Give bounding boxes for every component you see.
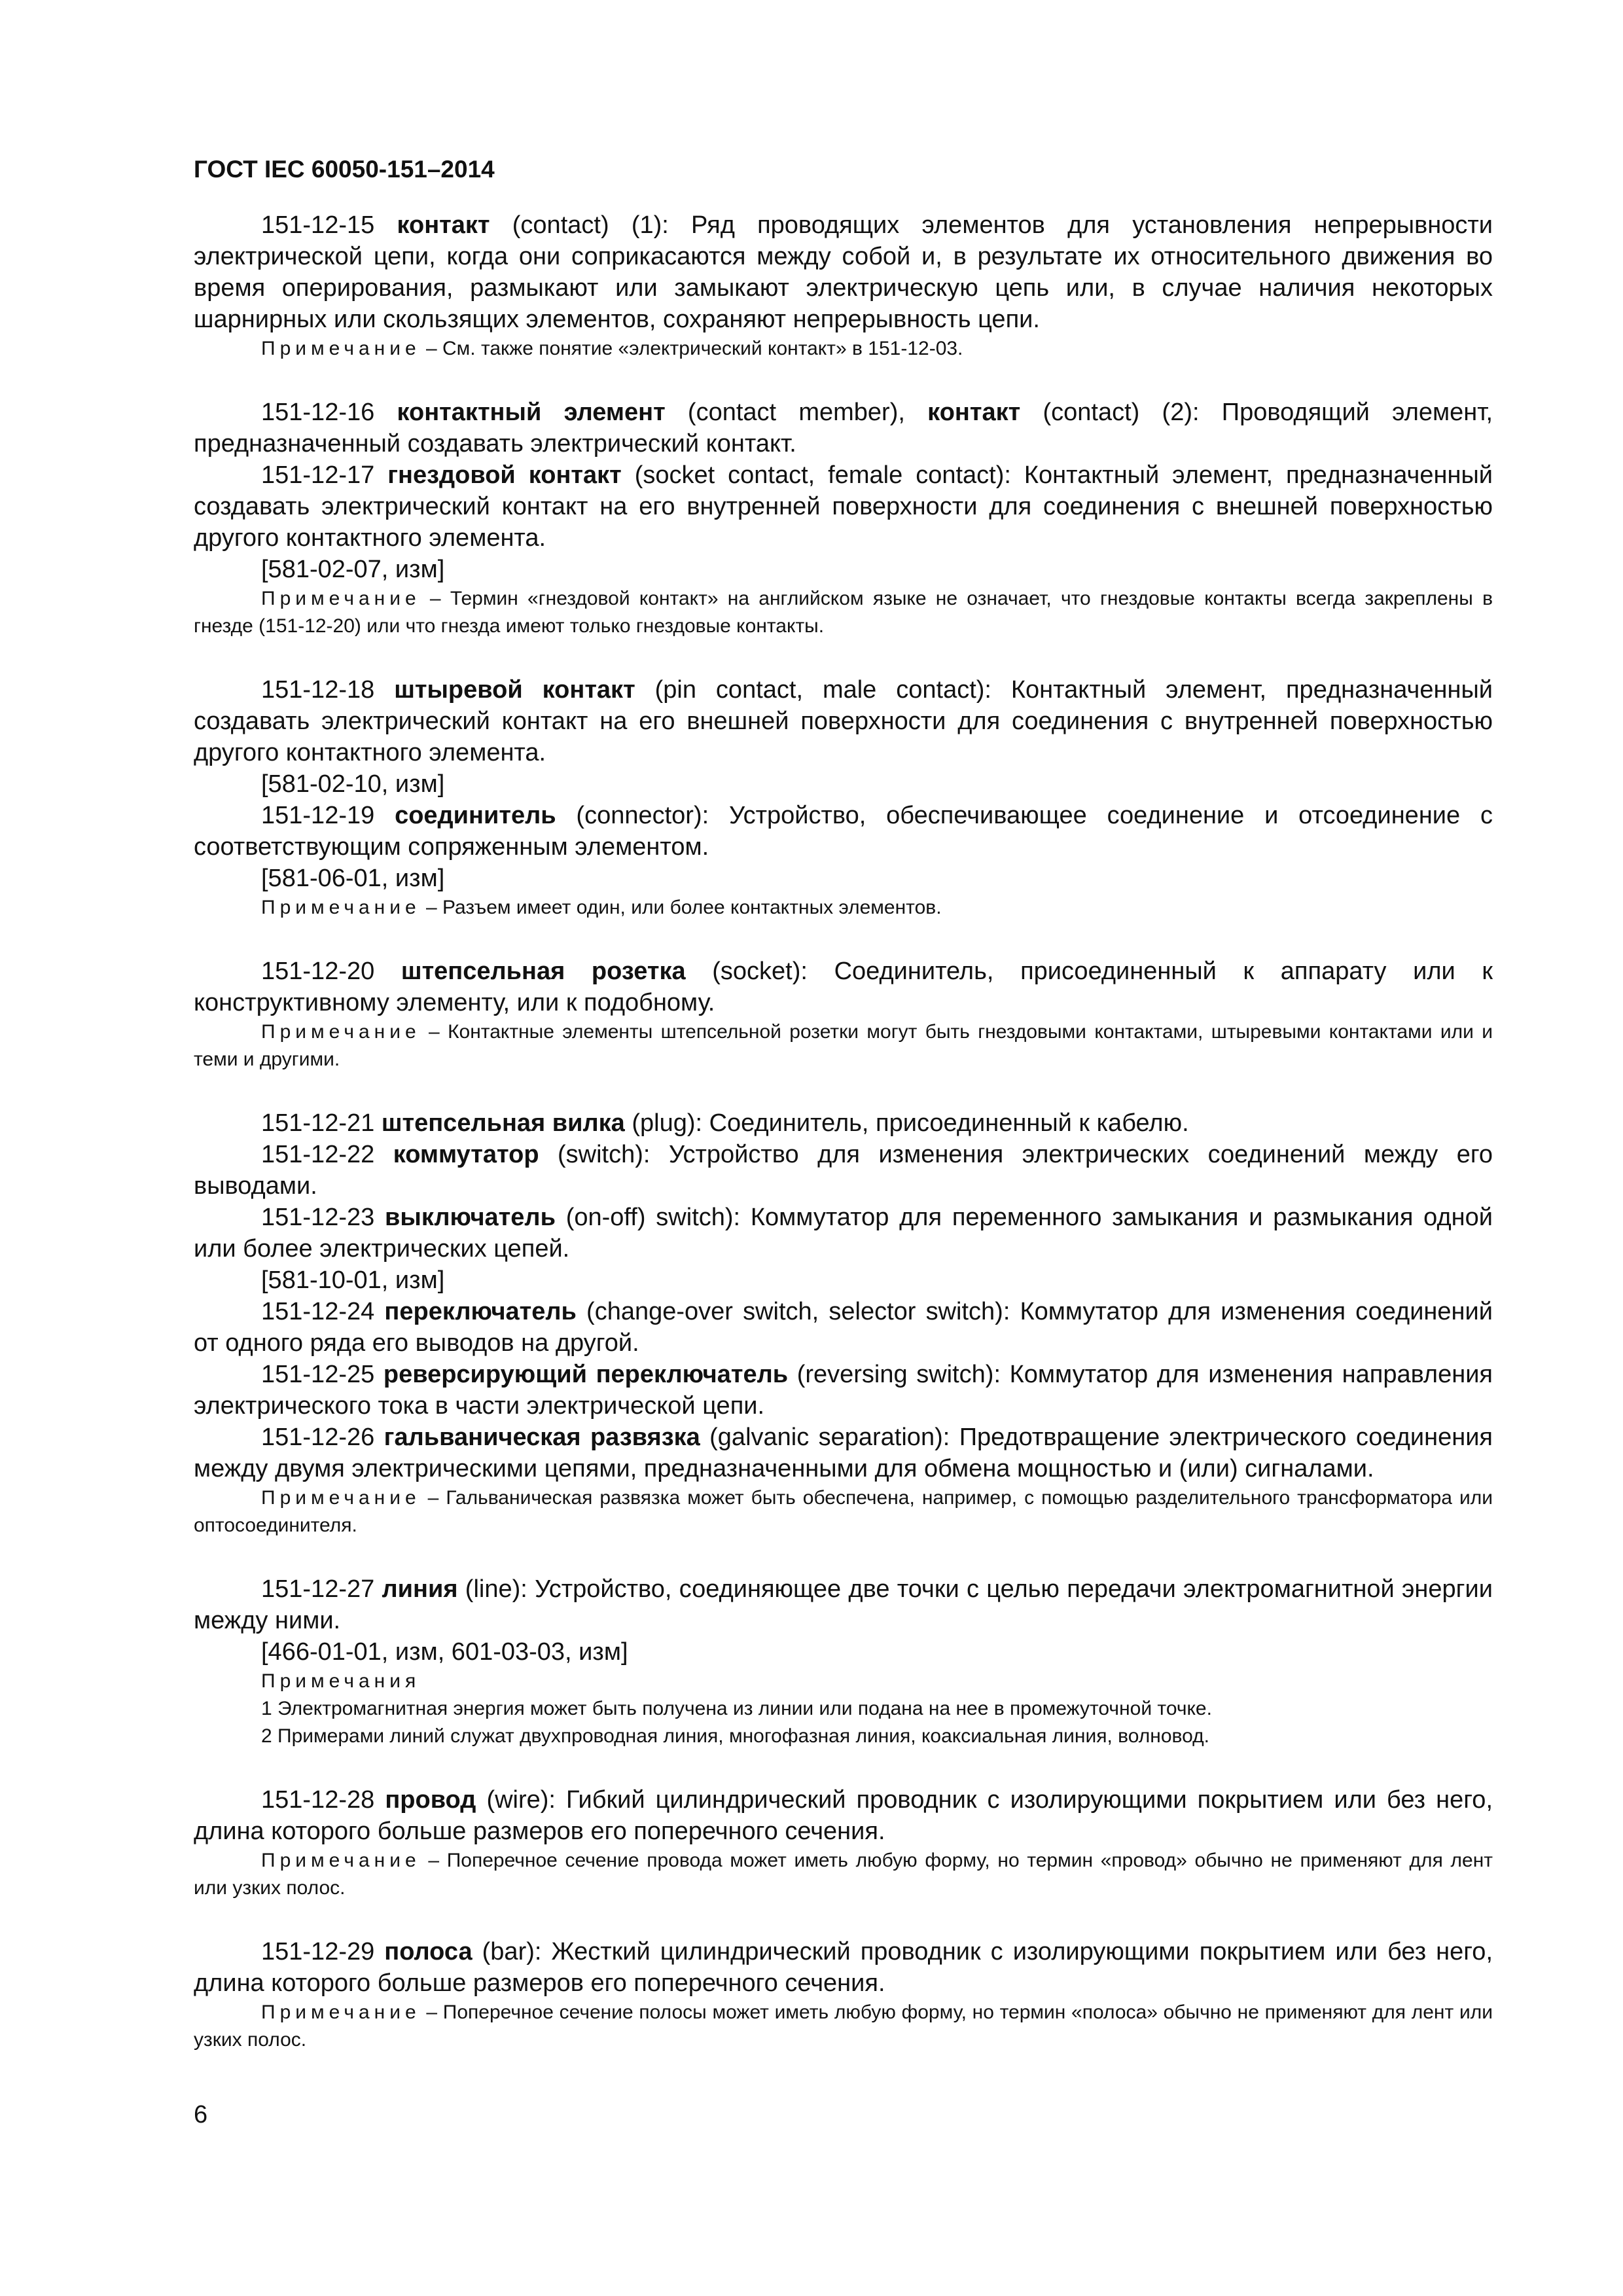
term-id: 151-12-16 — [261, 399, 375, 426]
term-id: 151-12-24 — [261, 1298, 375, 1325]
term-entry — [194, 1296, 1493, 1359]
term-name: линия — [382, 1575, 458, 1603]
term-entry — [194, 1784, 1493, 1847]
term-name: гальваническая развязка — [383, 1424, 700, 1451]
document-body — [194, 209, 1493, 2054]
term-name: штепсельная вилка — [381, 1109, 625, 1137]
term-name: полоса — [384, 1938, 473, 1965]
term-note — [194, 894, 1493, 922]
term-name: соединитель — [395, 802, 556, 829]
term-name: штепсельная розетка — [401, 958, 686, 985]
term-english: (contact member), — [665, 399, 928, 426]
term-definition: (line): Устройство, соединяющее две точки с целью передачи электромагнитной энергии между ними. — [194, 1575, 1493, 1634]
term-id: 151-12-17 — [261, 461, 375, 489]
term-entry — [194, 1573, 1493, 1636]
term-entry — [194, 1422, 1493, 1484]
note-label: Примечание — [261, 1021, 421, 1043]
term-entry — [194, 800, 1493, 863]
term-note-item: 1 Электромагнитная энергия может быть получена из линии или подана на нее в промежуточной точке. — [261, 1698, 1212, 1719]
term-definition: (bar): Жесткий цилиндрический проводник с изолирующими покрытием или без него, длина которого больше размеров его поперечного сечения. — [194, 1938, 1493, 1997]
term-id: 151-12-29 — [261, 1938, 375, 1965]
term-synonym: контакт — [927, 399, 1021, 426]
term-note — [194, 585, 1493, 640]
term-note — [194, 1484, 1493, 1539]
term-definition: (contact) (1): Ряд проводящих элементов для установления непрерывности электрической цепи, когда они соприкасаются между собой и, в результате их относительного движения во время оперирования, размыкают или замыкают электрическую цепь или, в случае наличия некоторых шарнирных или скользящих элементов, сохраняют непрерывность цепи. — [194, 211, 1493, 333]
term-reference: [581-06-01, изм] — [261, 865, 445, 892]
term-name: провод — [385, 1786, 476, 1814]
term-definition: (reversing switch): Коммутатор для изменения направления электрического тока в части электрической цепи. — [194, 1361, 1493, 1420]
term-id: 151-12-25 — [261, 1361, 375, 1388]
term-id: 151-12-28 — [261, 1786, 375, 1814]
term-note-item: 2 Примерами линий служат двухпроводная линия, многофазная линия, коаксиальная линия, волновод. — [261, 1725, 1209, 1747]
term-name: реверсирующий переключатель — [383, 1361, 789, 1388]
term-reference: [581-02-10, изм] — [261, 770, 445, 798]
document-header: ГОСТ IEC 60050-151–2014 — [194, 156, 495, 183]
note-label: Примечание — [261, 897, 421, 918]
term-id: 151-12-15 — [261, 211, 375, 239]
term-id: 151-12-22 — [261, 1141, 375, 1168]
notes-label: Примечания — [261, 1670, 421, 1692]
note-label: Примечание — [261, 338, 421, 359]
term-reference: [581-02-07, изм] — [261, 556, 445, 583]
note-text: – Поперечное сечение полосы может иметь любую форму, но термин «полоса» обычно не применяют для лент или узких полос. — [194, 2001, 1493, 2051]
term-definition: (on-off) switch): Коммутатор для переменного замыкания и размыкания одной или более электрических цепей. — [194, 1204, 1493, 1263]
term-note — [194, 1999, 1493, 2054]
term-definition: (galvanic separation): Предотвращение электрического соединения между двумя электрическими цепями, предназначенными для обмена мощностью и (или) сигналами. — [194, 1424, 1493, 1482]
term-definition: (plug): Соединитель, присоединенный к кабелю. — [624, 1109, 1189, 1137]
term-notes-heading — [194, 1668, 1493, 1695]
term-definition: (connector): Устройство, обеспечивающее соединение и отсоединение с соответствующим сопряженным элементом. — [194, 802, 1493, 861]
term-id: 151-12-23 — [261, 1204, 375, 1231]
term-entry — [194, 459, 1493, 554]
note-text: – Термин «гнездовой контакт» на английском языке не означает, что гнездовые контакты всегда закреплены в гнезде (151-12-20) или что гнезда имеют только гнездовые контакты. — [194, 588, 1493, 637]
term-id: 151-12-19 — [261, 802, 375, 829]
term-definition: (change-over switch, selector switch): Коммутатор для изменения соединений от одного ряда его выводов на другой. — [194, 1298, 1493, 1357]
term-name: контакт — [397, 211, 490, 239]
page-number: 6 — [194, 2101, 208, 2128]
term-definition: (pin contact, male contact): Контактный элемент, предназначенный создавать электрический контакт на его внешней поверхности для соединения с внутренней поверхностью другого контактного элемента. — [194, 676, 1493, 766]
term-reference: [466-01-01, изм, 601-03-03, изм] — [261, 1638, 628, 1666]
term-definition: (wire): Гибкий цилиндрический проводник с изолирующими покрытием или без него, длина которого больше размеров его поперечного сечения. — [194, 1786, 1493, 1845]
term-name: коммутатор — [393, 1141, 539, 1168]
term-entry — [194, 1139, 1493, 1202]
note-text: – Разъем имеет один, или более контактных элементов. — [420, 897, 942, 918]
term-name: переключатель — [384, 1298, 577, 1325]
term-name: выключатель — [385, 1204, 556, 1231]
term-entry — [194, 397, 1493, 459]
note-text: – Контактные элементы штепсельной розетки могут быть гнездовыми контактами, штыревыми контактами или и теми и другими. — [194, 1021, 1493, 1070]
term-definition: (socket): Соединитель, присоединенный к аппарату или к конструктивному элементу, или к подобному. — [194, 958, 1493, 1016]
term-name: штыревой контакт — [394, 676, 635, 704]
term-reference: [581-10-01, изм] — [261, 1266, 445, 1294]
note-text: – Гальваническая развязка может быть обеспечена, например, с помощью разделительного трансформатора или оптосоединителя. — [194, 1487, 1493, 1536]
term-entry — [194, 209, 1493, 335]
term-id: 151-12-20 — [261, 958, 375, 985]
term-entry — [194, 1202, 1493, 1265]
term-note — [194, 1847, 1493, 1902]
term-name: контактный элемент — [397, 399, 666, 426]
term-definition: (socket contact, female contact): Контактный элемент, предназначенный создавать электрический контакт на его внутренней поверхности для соединения с внешней поверхностью другого контактного элемента. — [194, 461, 1493, 552]
note-label: Примечание — [261, 2001, 421, 2023]
term-entry — [194, 956, 1493, 1018]
note-label: Примечание — [261, 1487, 421, 1509]
note-text: – Поперечное сечение провода может иметь любую форму, но термин «провод» обычно не применяют для лент или узких полос. — [194, 1850, 1493, 1899]
term-name: гнездовой контакт — [387, 461, 622, 489]
term-entry — [194, 674, 1493, 768]
note-label: Примечание — [261, 588, 421, 609]
term-definition: (switch): Устройство для изменения электрических соединений между его выводами. — [194, 1141, 1493, 1200]
term-entry — [194, 1936, 1493, 1999]
term-entry — [194, 1107, 1493, 1139]
term-entry — [194, 1359, 1493, 1422]
term-id: 151-12-26 — [261, 1424, 375, 1451]
term-id: 151-12-18 — [261, 676, 375, 704]
term-definition: (contact) (2): Проводящий элемент, предназначенный создавать электрический контакт. — [194, 399, 1493, 457]
term-note — [194, 335, 1493, 363]
note-label: Примечание — [261, 1850, 421, 1871]
term-note — [194, 1018, 1493, 1073]
term-id: 151-12-27 — [261, 1575, 375, 1603]
term-id: 151-12-21 — [261, 1109, 375, 1137]
note-text: – См. также понятие «электрический контакт» в 151-12-03. — [420, 338, 963, 359]
